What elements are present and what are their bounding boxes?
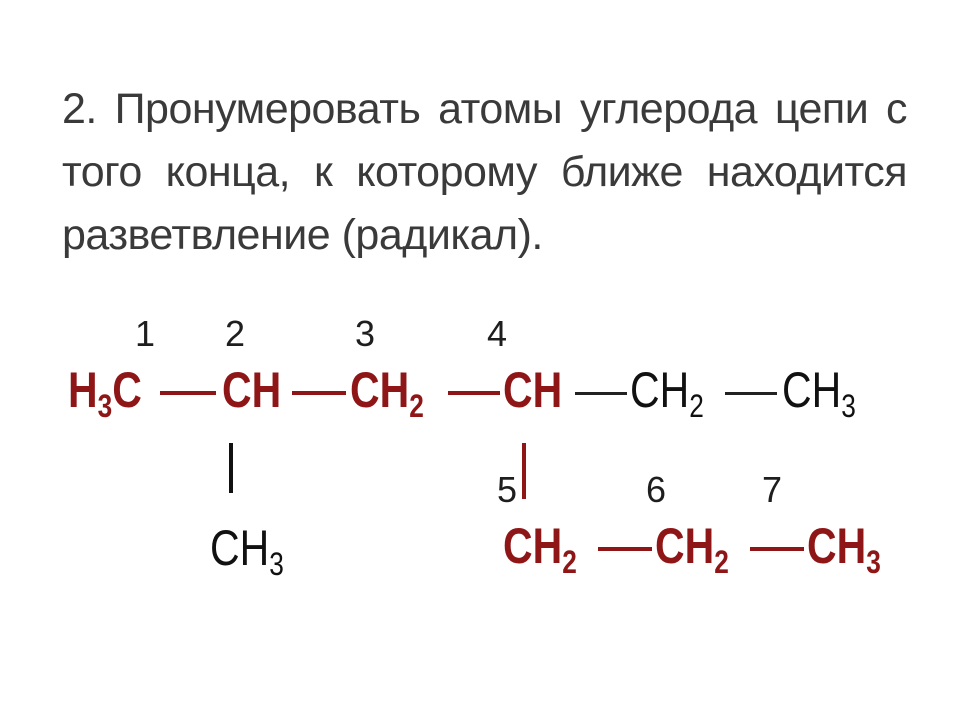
bond-c1-c2 <box>160 391 216 395</box>
bond-c6-c7 <box>750 547 804 551</box>
bond-c2-methyl <box>229 443 233 493</box>
group-ch2-c6: $CH_2$ <box>655 518 729 580</box>
group-ch2-chain-end: $CH_2$ <box>630 362 704 424</box>
group-ch2-c5: $CH_2$ <box>503 518 577 580</box>
bond-c5-c6 <box>598 547 652 551</box>
bond-ch2-ch3 <box>725 392 777 395</box>
carbon-number-3: 3 <box>355 313 376 354</box>
bond-c4-c5 <box>522 443 526 499</box>
group-ch-c4: CH <box>503 362 563 418</box>
carbon-number-7: 7 <box>762 469 783 510</box>
instruction-text: 2. Пронумеровать атомы углерода цепи с того конца, к которому ближе находится разветвление (радикал). <box>62 85 907 259</box>
group-ch3-c7: $CH_3$ <box>807 518 881 580</box>
group-ch-c2: CH <box>222 362 282 418</box>
group-h3c: $H_3C$ <box>68 362 142 424</box>
bond-c3-c4 <box>448 391 500 395</box>
group-ch3-chain-end: $CH_3$ <box>782 362 856 424</box>
carbon-number-4: 4 <box>487 313 508 354</box>
carbon-number-6: 6 <box>646 469 667 510</box>
carbon-number-2: 2 <box>225 313 246 354</box>
carbon-number-1: 1 <box>135 313 156 354</box>
carbon-number-5: 5 <box>497 469 518 510</box>
bond-c4-ch2 <box>575 392 627 395</box>
group-ch2-c3: $CH_2$ <box>350 362 424 424</box>
group-ch3-methyl-branch: $CH_3$ <box>210 520 284 582</box>
bond-c2-c3 <box>292 391 346 395</box>
